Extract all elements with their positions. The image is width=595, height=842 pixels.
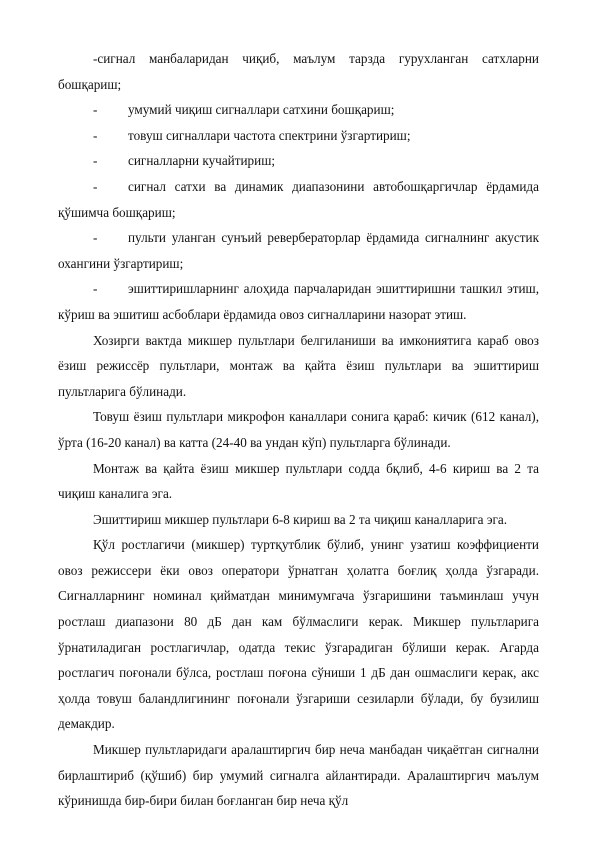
list-marker: - bbox=[93, 281, 98, 297]
list-item-text: сигналларни кучайтириш; bbox=[128, 153, 276, 169]
list-item bbox=[58, 97, 539, 123]
paragraph-console-types: Хозирги вактда микшер пультлари белгиланиши ва имкониятига караб овоз ёзиш режиссёр пультлари, монтаж ва қайта ёзиш пультлари ва эшиттириш пультларига бўлинади. bbox=[58, 332, 539, 399]
paragraph-mixer: Микшер пультларидаги аралаштиргич бир неча манбадан чиқаётган сигнални бирлаштириб (қўшиб) бир умумий сигналга айлантиради. Аралаштиргич маълум кўринишда бир-бири билан боғланган бир неча қўл bbox=[58, 742, 539, 809]
list-item bbox=[58, 276, 539, 327]
list-item-text: умумий чиқиш сигналлари сатхини бошқариш; bbox=[128, 102, 395, 118]
list-item bbox=[58, 148, 539, 174]
paragraph-editing-consoles: Монтаж ва қайта ёзиш микшер пультлари содда бқлиб, 4-6 кириш ва 2 та чиқиш каналига эга. bbox=[58, 460, 539, 502]
list-item-text: товуш сигналлари частота спектрини ўзгартириш; bbox=[128, 127, 411, 143]
list-marker: - bbox=[93, 153, 98, 169]
list-item-text: сигнал сатхи ва динамик диапазонини автобошқаргичлар ёрдамида қўшимча бошқариш; bbox=[58, 178, 539, 220]
paragraph-broadcast-consoles: Эшиттириш микшер пультлари 6-8 кириш ва 2 та чиқиш каналларига эга. bbox=[93, 511, 508, 527]
list-marker: - bbox=[93, 102, 98, 118]
list-marker: - bbox=[93, 178, 98, 194]
document-page bbox=[58, 46, 539, 814]
list-item bbox=[58, 174, 539, 225]
paragraph-signal-sources: -сигнал манбаларидан чиқиб, маълум тарзда гурухланган сатхларни бошқариш; bbox=[58, 51, 539, 92]
list-marker: - bbox=[93, 127, 98, 143]
paragraph-recording-consoles: Товуш ёзиш пультлари микрофон каналлари сонига қараб: кичик (612 канал), ўрта (16-20 канал) ва катта (24-40 ва ундан кўп) пультларга бўлинади. bbox=[58, 409, 539, 450]
list-marker: - bbox=[93, 230, 98, 246]
list-item-text: пульти уланган сунъий ревербераторлар ёрдамида сигналнинг акустик охангини ўзгартириш; bbox=[58, 230, 539, 271]
list-item-text: эшиттиришларнинг алоҳида парчаларидан эшиттиришни ташкил этиш, кўриш ва эшитиш асбоблари ёрдамида овоз сигналларини назорат этиш. bbox=[58, 281, 539, 322]
list-item bbox=[58, 123, 539, 149]
paragraph-manual-regulator: Қўл ростлагичи (микшер) туртқутблик бўлиб, унинг узатиш коэффициенти овоз режиссери ёки овоз оператори ўрнатган ҳолатга боғлиқ ҳолда ўзгаради. Сигналларнинг номинал қийматдан минимумгача ўзгаришини таъминлаш учун ростлаш диапазони 80 дБ дан кам бўлмаслиги керак. Микшер пультларига ўрнатиладиган ростлагичлар, одатда текис ўзгарадиган бўлиши керак. Агарда ростлагич поғонали бўлса, ростлаш поғона сўниши 1 дБ дан ошмаслиги керак, акс ҳолда товуш баландлигининг поғонали ўзгариши сезиларли бўлади, бу бузилиш демакдир. bbox=[58, 537, 539, 732]
list-item bbox=[58, 225, 539, 276]
